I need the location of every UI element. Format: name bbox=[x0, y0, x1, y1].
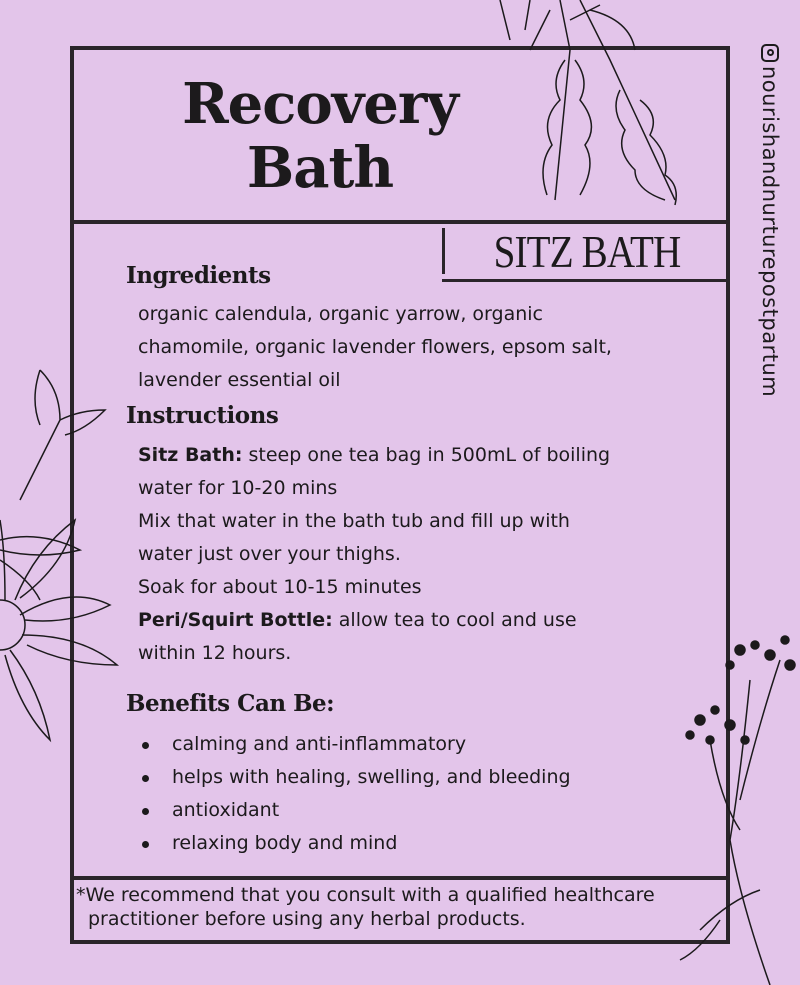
social-handle-text: nourishandnurturepostpartum bbox=[758, 66, 782, 398]
title-line-2: Bath bbox=[246, 135, 394, 201]
label-box-bottom bbox=[442, 279, 730, 282]
page-title bbox=[150, 72, 490, 200]
benefits-list bbox=[138, 728, 571, 860]
benefit-item: relaxing body and mind bbox=[138, 827, 571, 860]
sitz-bath-label-inline: Sitz Bath: bbox=[138, 444, 243, 466]
benefit-item: helps with healing, swelling, and bleeding bbox=[138, 761, 571, 794]
frame-bottom bbox=[70, 940, 730, 944]
disclaimer-line-2: practitioner before using any herbal products. bbox=[88, 908, 526, 930]
peri-text: allow tea to cool and use bbox=[332, 609, 577, 631]
lavender-illustration-icon bbox=[480, 0, 720, 215]
ingredients-line: chamomile, organic lavender flowers, epsom salt, bbox=[138, 336, 612, 358]
mix-text-2: water just over your thighs. bbox=[138, 543, 401, 565]
sitz-text-2: water for 10-20 mins bbox=[138, 477, 338, 499]
ingredients-line: lavender essential oil bbox=[138, 369, 341, 391]
disclaimer-line-1: *We recommend that you consult with a qualified healthcare bbox=[76, 884, 655, 906]
mix-text-1: Mix that water in the bath tub and fill up with bbox=[138, 510, 570, 532]
ingredients-heading: Ingredients bbox=[126, 262, 271, 289]
benefit-item: antioxidant bbox=[138, 794, 571, 827]
sitz-text: steep one tea bag in 500mL of boiling bbox=[242, 444, 611, 466]
daisy-illustration-icon bbox=[0, 360, 130, 760]
soak-text: Soak for about 10-15 minutes bbox=[138, 576, 422, 598]
instructions-heading: Instructions bbox=[126, 402, 279, 429]
sitz-bath-label: SITZ BATH bbox=[493, 226, 681, 277]
header-divider bbox=[70, 220, 730, 224]
instagram-icon bbox=[761, 44, 779, 62]
footer-divider bbox=[70, 876, 730, 880]
disclaimer bbox=[76, 883, 736, 931]
social-handle bbox=[758, 44, 782, 397]
ingredients-line: organic calendula, organic yarrow, organic bbox=[138, 303, 544, 325]
title-line-1: Recovery bbox=[182, 71, 458, 137]
peri-text-2: within 12 hours. bbox=[138, 642, 292, 664]
ingredients-list bbox=[138, 298, 698, 397]
peri-label: Peri/Squirt Bottle: bbox=[138, 609, 333, 631]
instructions-body bbox=[138, 439, 698, 670]
benefit-item: calming and anti-inflammatory bbox=[138, 728, 571, 761]
label-box-left bbox=[442, 228, 445, 274]
benefits-heading: Benefits Can Be: bbox=[126, 690, 335, 717]
